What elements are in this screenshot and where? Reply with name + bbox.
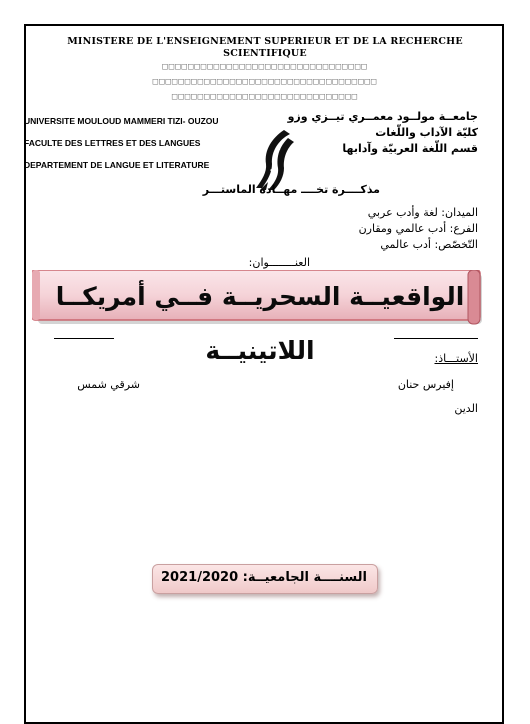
partially-hidden-label-right bbox=[394, 328, 478, 339]
branch-line: الفرع: أدب عالمي ومقارن bbox=[358, 222, 478, 235]
field-line: الميدان: لغة وأدب عربي bbox=[367, 206, 478, 219]
faculty-name-fr: FACULTE DES LETTRES ET DES LANGUES bbox=[24, 138, 201, 148]
memo-type-label: مذكــــرة تخــــ مهــادة الماستـــر bbox=[202, 183, 380, 196]
title-label: العنــــــــوان: bbox=[248, 256, 310, 269]
ministry-header bbox=[60, 36, 470, 60]
partially-hidden-label-left bbox=[54, 328, 114, 339]
academic-year bbox=[152, 564, 376, 592]
student-name: إفيرس حنان bbox=[397, 378, 454, 391]
placeholder-row-1: □□□□□□□□□□□□□□□□□□□□□□□□□□□□□□□□ bbox=[162, 62, 368, 72]
thesis-title: الواقعيــة السحريــة فــي أمريكــا اللاتينيــة bbox=[55, 282, 465, 365]
supervisor-name-continued: الدين bbox=[454, 402, 478, 415]
professor-label: الأستـــاذ: bbox=[434, 352, 478, 365]
university-name-fr: UNIVERSITE MOULOUD MAMMERI TIZI- OUZOU bbox=[24, 116, 219, 126]
department-name-fr: DEPARTEMENT DE LANGUE ET LITERATURE bbox=[24, 160, 210, 170]
specialty-line: التّخصّص: أدب عالمي bbox=[380, 238, 478, 251]
supervisor-name: شرقي شمس bbox=[77, 378, 140, 391]
ministry-line-1: MINISTERE DE L'ENSEIGNEMENT SUPERIEUR ET DE LA RECHERCHE bbox=[67, 36, 463, 47]
ministry-line-2: SCIENTIFIQUE bbox=[223, 48, 307, 59]
placeholder-row-2: □□□□□□□□□□□□□□□□□□□□□□□□□□□□□□□□□□□ bbox=[152, 77, 378, 87]
university-name-ar: جامعــة مولــود معمــري تيــزي وزو bbox=[287, 110, 478, 123]
faculty-name-ar: كليّة الآداب واللّغات bbox=[375, 126, 478, 139]
academic-year-value: 2021/2020 bbox=[161, 570, 239, 585]
placeholder-row-3: □□□□□□□□□□□□□□□□□□□□□□□□□□□□□ bbox=[171, 92, 359, 102]
department-name-ar: قسم اللّغة العربيّة وآدابها bbox=[342, 142, 478, 155]
academic-year-label: السنــــة الجامعيــة: bbox=[242, 570, 367, 585]
